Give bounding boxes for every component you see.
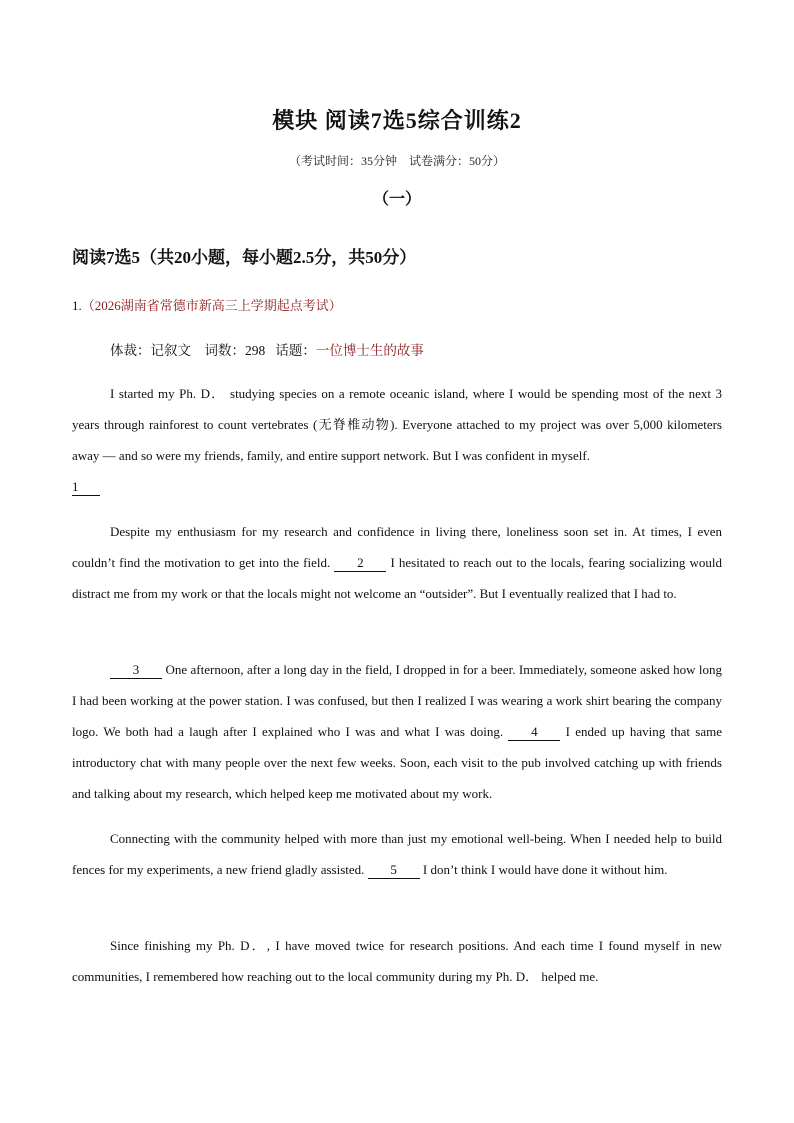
topic-label: 话题： (275, 343, 316, 358)
paragraph-text: I started my Ph. D． studying species on a remote oceanic island, where I would be spending most of the next 3 years through rainforest to count vertebrates (无脊椎动物). Everyone attached to my project was over 5,000 kilometers away — and so were my friends, family, and entire support network. But I was confident in myself. (72, 386, 722, 463)
word-count: 词数：298 (204, 343, 266, 358)
question-number: 1. (72, 298, 82, 313)
blank-3[interactable]: 3 (110, 662, 162, 679)
paragraph-1 (72, 378, 722, 502)
topic-value: 一位博士生的故事 (315, 343, 424, 358)
paragraph-5 (72, 930, 722, 992)
paragraph-text: I hesitated to reach out to the locals, fearing socializing would distract me from my work or that the locals might not welcome an “outsider”. But I eventually realized that I had to. (72, 555, 723, 601)
blank-1[interactable]: 1 (72, 479, 100, 496)
question-header (72, 295, 342, 314)
paragraph-text: One afternoon, after a long day in the field, I dropped in for a beer. Immediately, someone asked how long I had been working at the power station. I was confused, but then I realized I was wearing a work shirt bearing the company logo. We both had a laugh after I explained who I was and what I was doing. (72, 662, 723, 739)
part-label: （一） (372, 191, 421, 208)
passage-meta (110, 339, 424, 359)
question-source: （2026湖南省常德市新高三上学期起点考试） (81, 298, 342, 313)
blank-2[interactable]: 2 (334, 555, 386, 572)
page-title: 模块 阅读7选5综合训练2 (272, 108, 522, 133)
genre-label: 体裁：记叙文 (110, 343, 191, 358)
blank-4[interactable]: 4 (508, 724, 560, 741)
paragraph-text: I don’t think I would have done it without him. (422, 862, 668, 877)
paragraph-text: Since finishing my Ph. D．, I have moved twice for research positions. And each time I found myself in new communities, I remembered how reaching out to the local community during my Ph. D． helped me. (72, 938, 722, 984)
paragraph-text: I ended up having that same introductory chat with many people over the next few weeks. Soon, each visit to the pub involved catching up with friends and talking about my research, which helped keep me motivated about my work. (72, 724, 722, 801)
section-heading: 阅读7选5（共20小题，每小题2.5分，共50分） (72, 248, 417, 267)
paragraph-3 (72, 654, 722, 809)
paragraph-2 (72, 516, 722, 609)
paragraph-text: Despite my enthusiasm for my research and confidence in living there, loneliness soon set in. At times, I even couldn’t find the motivation to get into the field. (72, 524, 722, 570)
paragraph-4 (72, 823, 722, 885)
blank-5[interactable]: 5 (368, 862, 420, 879)
exam-info: （考试时间：35分钟 试卷满分：50分） (288, 154, 505, 168)
paragraph-text: Connecting with the community helped with more than just my emotional well-being. When I needed help to build fences for my experiments, a new friend gladly assisted. (72, 831, 722, 877)
